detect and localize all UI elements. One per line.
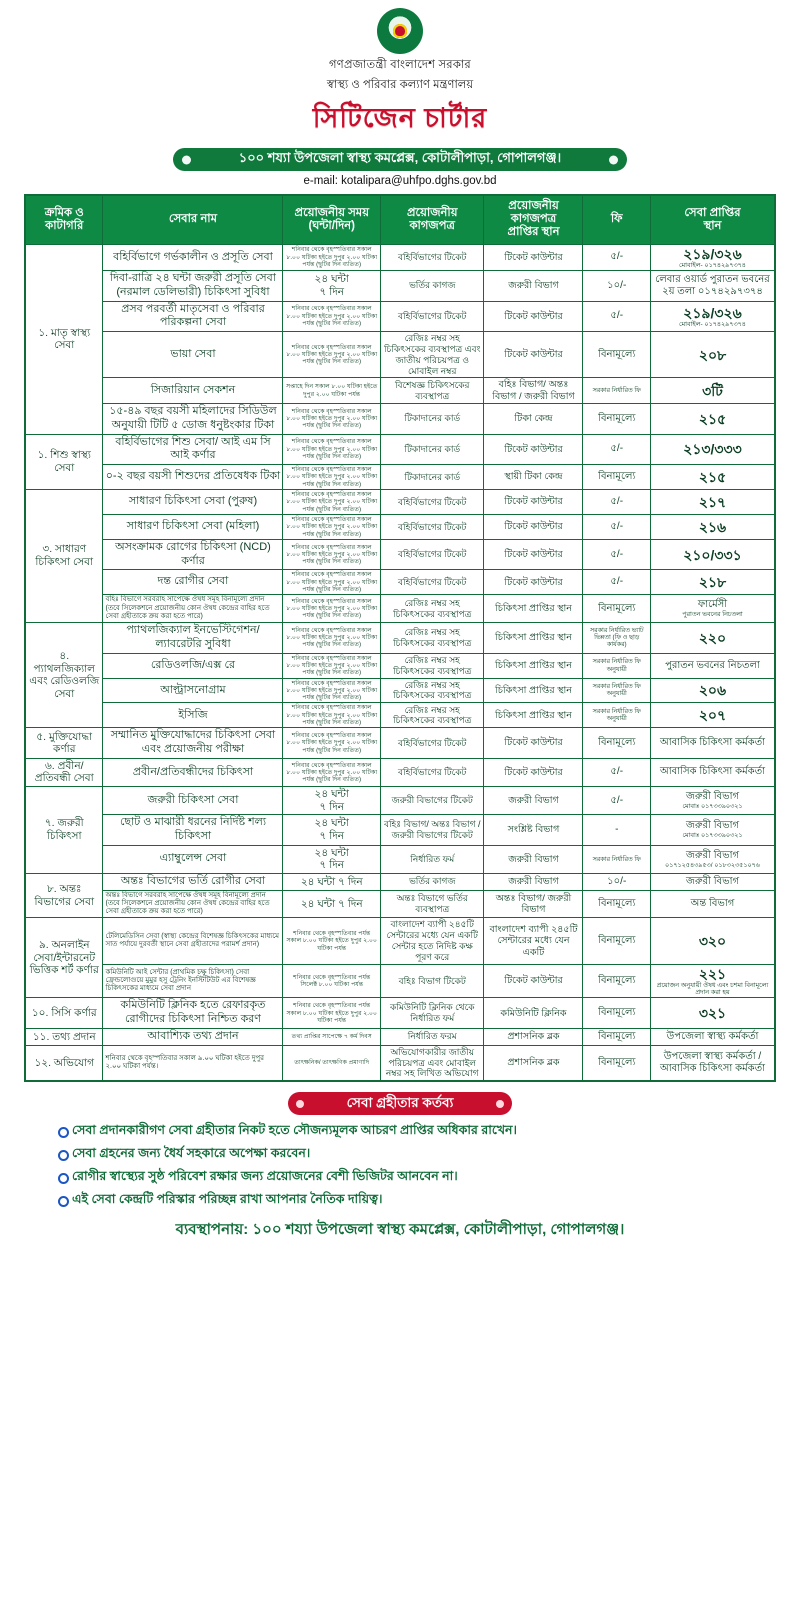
- cell-document-source: স্থায়ী টিকা কেন্দ্র: [484, 465, 583, 490]
- cell-required-documents: বহিঃ বিভাগ টিকেট: [380, 964, 484, 998]
- column-header-serial: ক্রমিক ও কাটাগরি: [25, 195, 103, 244]
- cell-service-location: ২১৫: [650, 465, 775, 490]
- cell-service-location: জরুরী বিভাগ মোবাঃ ০১৭৩৩৯০৩২১: [650, 787, 775, 815]
- cell-required-time: শনিবার থেকে বৃহস্পতিবার সকাল ৮.০০ ঘটিকা হইতে দুপুর ২.০০ ঘটিকা পর্যন্ত (ছুটির দিন ব্যতিত): [283, 434, 381, 465]
- cell-document-source: বাংলাদেশ ব্যাপী ২৪৫টি সেন্টারের মধ্যে যেন একটি: [484, 918, 583, 964]
- table-row: [25, 787, 775, 815]
- cell-fee: বিনামূল্যে: [583, 728, 651, 759]
- table-row: [25, 873, 775, 890]
- cell-required-documents: বহির্বিভাগের টিকেট: [380, 728, 484, 759]
- cell-required-time: শনিবার থেকে বৃহস্পতিবার সকাল ৮.০০ ঘটিকা হইতে দুপুর ২.০০ ঘটিকা পর্যন্ত (ছুটির দিন ব্যতিত): [283, 653, 381, 678]
- cell-document-source: টিকেট কাউন্টার: [484, 514, 583, 539]
- cell-document-source: প্রশাসনিক ব্লক: [484, 1045, 583, 1081]
- cell-category: ৭. জরুরী চিকিৎসা: [25, 787, 103, 874]
- cell-required-documents: রেজিঃ নম্বর সহ চিকিৎসকের ব্যবস্থাপত্র: [380, 678, 484, 703]
- cell-fee: বিনামূল্যে: [583, 332, 651, 378]
- cell-required-time: শনিবার থেকে বৃহস্পতিবার সকাল ৮.০০ ঘটিকা হইতে দুপুর ২.০০ ঘটিকা পর্যন্ত (ছুটির দিন ব্যতিত): [283, 301, 381, 332]
- cell-fee: সরকার নির্ধারিত ফি অনুযায়ী: [583, 678, 651, 703]
- cell-fee: ১০/-: [583, 271, 651, 302]
- cell-service-name: সাধারণ চিকিৎসা সেবা (পুরুষ): [103, 490, 283, 515]
- cell-required-documents: বহির্বিভাগের টিকেট: [380, 570, 484, 595]
- cell-service-location: জরুরী বিভাগ ০১৭১২৫৪৩৯৫৩/ ০১৮৩২৩৫১০৭৬: [650, 845, 775, 873]
- cell-required-time: তাৎক্ষনিক/ তাৎক্ষণিক প্রমাণাদি: [283, 1045, 381, 1081]
- cell-service-location: ৩২০: [650, 918, 775, 964]
- cell-service-location: অন্ত বিভাগ: [650, 890, 775, 918]
- cell-service-location: ২১৯/৩২৬ মোবাইল- ০১৭৪২৯৭৩৭৪: [650, 301, 775, 332]
- cell-service-name: সাধারণ চিকিৎসা সেবা (মহিলা): [103, 514, 283, 539]
- cell-category: ১০. সিসি কর্ণার: [25, 998, 103, 1029]
- bangladesh-government-emblem-icon: [377, 8, 423, 54]
- cell-category: ৪. প্যাথলজিক্যাল এবং রেডিওলজি সেবা: [25, 623, 103, 728]
- cell-document-source: জরুরী বিভাগ: [484, 845, 583, 873]
- cell-required-time: ২৪ ঘন্টা ৭ দিন: [283, 271, 381, 302]
- cell-document-source: প্রশাসনিক ব্লক: [484, 1028, 583, 1045]
- cell-document-source: জরুরী বিভাগ: [484, 271, 583, 302]
- cell-fee: বিনামূল্যে: [583, 404, 651, 435]
- duty-list-item: সেবা গ্রহনের জন্য ধৈর্য সহকারে অপেক্ষা করবেন।: [58, 1145, 800, 1165]
- cell-service-name: আবাশ্যিক তথ্য প্রদান: [103, 1028, 283, 1045]
- cell-fee: বিনামূল্যে: [583, 1028, 651, 1045]
- table-row: [25, 404, 775, 435]
- column-header-service-name: সেবার নাম: [103, 195, 283, 244]
- cell-fee: ৫/-: [583, 539, 651, 570]
- cell-fee: ৫/-: [583, 301, 651, 332]
- cell-service-location: ২০৬: [650, 678, 775, 703]
- table-row: [25, 539, 775, 570]
- cell-document-source: টিকেট কাউন্টার: [484, 301, 583, 332]
- cell-document-source: টিকেট কাউন্টার: [484, 758, 583, 786]
- cell-required-documents: রেজিঃ নম্বর সহ চিকিৎসকের ব্যবস্থাপত্র: [380, 623, 484, 654]
- cell-service-name: রেডিওলজি/এক্স রে: [103, 653, 283, 678]
- table-row: [25, 514, 775, 539]
- cell-fee: সরকার নির্ধারিত ফি অনুযায়ী: [583, 653, 651, 678]
- cell-service-name: বহির্বিভাগে গর্ভকালীন ও প্রসূতি সেবা: [103, 244, 283, 270]
- table-row: [25, 845, 775, 873]
- contact-email: e-mail: kotalipara@uhfpo.dghs.gov.bd: [303, 175, 497, 187]
- cell-service-name: বহিঃ বিভাগে সরবরাহ সাপেক্ষে ঔষধ সমূহ বিনামূল্যে প্রদান (তবে সিলেকশনে প্রয়োজনীয় কোন ঔষধ কেন্দ্রের বাহির হতে সেবা গ্রহীতাকে ক্রয় করা হতে পারে): [103, 595, 283, 623]
- table-row: [25, 434, 775, 465]
- cell-service-name: দিবা-রাত্রি ২৪ ঘন্টা জরুরী প্রসূতি সেবা (নরমাল ডেলিভারী) চিকিৎসা সুবিধা: [103, 271, 283, 302]
- table-row: [25, 244, 775, 270]
- cell-fee: বিনামূল্যে: [583, 1045, 651, 1081]
- cell-required-time: শনিবার থেকে বৃহস্পতিবার সকাল ৮.০০ ঘটিকা হইতে দুপুর ২.০০ ঘটিকা পর্যন্ত (ছুটির দিন ব্যতিত): [283, 244, 381, 270]
- table-row: [25, 728, 775, 759]
- cell-service-name: অন্তঃ বিভাগের ভর্তি রোগীর সেবা: [103, 873, 283, 890]
- cell-required-documents: বহির্বিভাগের টিকেট: [380, 539, 484, 570]
- duty-list: [0, 1122, 800, 1211]
- facility-banner: [173, 148, 627, 171]
- cell-required-documents: বহির্বিভাগের টিকেট: [380, 490, 484, 515]
- table-row: [25, 998, 775, 1029]
- cell-service-name: সিজারিয়ান সেকশন: [103, 378, 283, 404]
- cell-service-name: প্রসব পরবর্তী মাতৃসেবা ও পরিবার পরিকল্পনা সেবা: [103, 301, 283, 332]
- cell-fee: সরকার নির্ধারিত ফি অনুযায়ী: [583, 703, 651, 728]
- cell-document-source: টিকেট কাউন্টার: [484, 332, 583, 378]
- cell-required-time: শনিবার থেকে বৃহস্পতিবার সকাল ৮.০০ ঘটিকা হইতে দুপুর ২.০০ ঘটিকা পর্যন্ত (ছুটির দিন ব্যতিত): [283, 539, 381, 570]
- table-row: [25, 815, 775, 846]
- cell-required-time: তথ্য প্রাপ্তির সাপেক্ষে ৭ কর্ম দিবস: [283, 1028, 381, 1045]
- table-row: [25, 964, 775, 998]
- cell-service-name: ভায়া সেবা: [103, 332, 283, 378]
- cell-document-source: টিকেট কাউন্টার: [484, 539, 583, 570]
- cell-required-documents: রেজিঃ নম্বর সহ চিকিৎসকের ব্যবস্থাপত্র: [380, 703, 484, 728]
- cell-required-documents: বহির্বিভাগের টিকেট: [380, 244, 484, 270]
- ministry-name: স্বাস্থ্য ও পরিবার কল্যাণ মন্ত্রণালয়: [326, 79, 474, 91]
- table-row: [25, 378, 775, 404]
- cell-required-documents: অন্তঃ বিভাগে ভর্তির ব্যবস্থাপত্র: [380, 890, 484, 918]
- cell-category: ১১. তথ্য প্রদান: [25, 1028, 103, 1045]
- cell-document-source: সংশ্লিষ্ট বিভাগ: [484, 815, 583, 846]
- cell-document-source: জরুরী বিভাগ: [484, 787, 583, 815]
- cell-fee: বিনামূল্যে: [583, 918, 651, 964]
- cell-required-documents: টিকাদানের কার্ড: [380, 434, 484, 465]
- cell-fee: সরকার নির্ধারিত ফি: [583, 378, 651, 404]
- cell-service-location: ২২১ প্রয়োজন অনুযায়ী ঔষধ এবং চশমা বিনামূল্যে প্রদান করা হয়: [650, 964, 775, 998]
- cell-document-source: চিকিৎসা প্রাপ্তির স্থান: [484, 595, 583, 623]
- cell-required-documents: টিকাদানের কার্ড: [380, 404, 484, 435]
- cell-required-documents: জরুরী বিভাগের টিকেট: [380, 787, 484, 815]
- page-title: সিটিজেন চার্টার: [312, 103, 488, 133]
- cell-service-name: ১৫-৪৯ বছর বয়সী মহিলাদের সিডিউল অনুযায়ী টিটি ৫ ডোজ ধনুষ্টংকার টিকা: [103, 404, 283, 435]
- cell-document-source: জরুরী বিভাগ: [484, 873, 583, 890]
- cell-required-time: শনিবার থেকে বৃহস্পতিবার সকাল ৮.০০ ঘটিকা হইতে দুপুর ২.০০ ঘটিকা পর্যন্ত (ছুটির দিন ব্যতিত): [283, 595, 381, 623]
- cell-category: ৫. মুক্তিযোদ্ধা কর্ণার: [25, 728, 103, 759]
- cell-document-source: টিকেট কাউন্টার: [484, 490, 583, 515]
- cell-required-documents: অভিযোগকারীর জাতীয় পরিচয়পত্র এবং মোবাইল নম্বর সহ লিখিত অভিযোগ: [380, 1045, 484, 1081]
- cell-required-time: ২৪ ঘন্টা ৭ দিন: [283, 815, 381, 846]
- cell-required-time: শনিবার থেকে বৃহস্পতিবার সকাল ৮.০০ ঘটিকা হইতে দুপুর ২.০০ ঘটিকা পর্যন্ত (ছুটির দিন ব্যতিত): [283, 758, 381, 786]
- cell-service-name: কমিউনিটি আই সেন্টার (প্রাথমিক চক্ষু চিকিৎসা) সেবা ফ্রেন্ডলোগুয়ে মুমুর হসু ট্রেনিং ইনস্টিটিউট এর বিশেষজ্ঞ চিকিৎসকের মাধ্যমে সেবা প্রদান: [103, 964, 283, 998]
- cell-service-name: শনিবার থেকে বৃহস্পতিবার সকাল ৯.০০ ঘটিকা হইতে দুপুর ২.০০ ঘটিকা পর্যন্ত।: [103, 1045, 283, 1081]
- cell-required-documents: রেজিঃ নম্বর সহ চিকিৎসকের ব্যবস্থাপত্র: [380, 653, 484, 678]
- cell-required-time: শনিবার থেকে বৃহস্পতিবার পর্যন্ত সিলেক্ট ৮.০০ ঘটিকা পর্যন্ত: [283, 964, 381, 998]
- column-header-required-documents: প্রয়োজনীয় কাগজপত্র: [380, 195, 484, 244]
- cell-fee: বিনামূল্যে: [583, 465, 651, 490]
- cell-document-source: চিকিৎসা প্রাপ্তির স্থান: [484, 678, 583, 703]
- cell-service-name: ০-২ বছর বয়সী শিশুদের প্রতিষেধক টিকা: [103, 465, 283, 490]
- cell-required-time: শনিবার থেকে বৃহস্পতিবার সকাল ৮.০০ ঘটিকা হইতে দুপুর ২.০০ ঘটিকা পর্যন্ত (ছুটির দিন ব্যতিত): [283, 404, 381, 435]
- table-row: [25, 570, 775, 595]
- cell-document-source: টিকেট কাউন্টার: [484, 728, 583, 759]
- cell-document-source: টিকেট কাউন্টার: [484, 244, 583, 270]
- cell-service-name: প্রবীন/প্রতিবন্ধীদের চিকিৎসা: [103, 758, 283, 786]
- cell-service-location: ২২০: [650, 623, 775, 654]
- cell-service-name: অসংক্রামক রোগের চিকিৎসা (NCD) কর্ণার: [103, 539, 283, 570]
- cell-fee: ৫/-: [583, 570, 651, 595]
- cell-required-time: শনিবার থেকে বৃহস্পতিবার সকাল ৮.০০ ঘটিকা হইতে দুপুর ২.০০ ঘটিকা পর্যন্ত (ছুটির দিন ব্যতিত): [283, 623, 381, 654]
- cell-required-time: ২৪ ঘন্টা ৭ দিন: [283, 890, 381, 918]
- cell-required-documents: বহির্বিভাগের টিকেট: [380, 514, 484, 539]
- cell-fee: বিনামূল্যে: [583, 595, 651, 623]
- duty-list-item: রোগীর স্বাস্থ্যের সুষ্ঠ পরিবেশ রক্ষার জন্য প্রয়োজনের বেশী ভিজিটর আনবেন না।: [58, 1168, 800, 1188]
- cell-service-location: ২১৩/৩৩৩: [650, 434, 775, 465]
- cell-service-location: ২১৫: [650, 404, 775, 435]
- cell-category: ৯. অনলাইন সেবা/ইন্টারনেট ভিত্তিক শর্ট কর্ণার: [25, 918, 103, 998]
- column-header-required-time: প্রয়োজনীয় সময় (ঘন্টা/দিন): [283, 195, 381, 244]
- table-row: [25, 653, 775, 678]
- cell-required-documents: ভর্তির কাগজ: [380, 873, 484, 890]
- cell-service-location: ২১৬: [650, 514, 775, 539]
- cell-required-documents: বহির্বিভাগের টিকেট: [380, 758, 484, 786]
- cell-service-location: জরুরী বিভাগ: [650, 873, 775, 890]
- cell-fee: বিনামূল্যে: [583, 890, 651, 918]
- cell-required-documents: বহির্বিভাগের টিকেট: [380, 301, 484, 332]
- duty-section-badge: [288, 1092, 512, 1115]
- cell-fee: ৫/-: [583, 434, 651, 465]
- cell-category: ৩. সাধারণ চিকিৎসা সেবা: [25, 490, 103, 623]
- cell-service-name: টেলিমেডিসিন সেবা (স্বাস্থ্য কেন্দ্রের বিশেষজ্ঞ চিকিৎসকের মাধ্যমে সাত পর্যায়ে দুরবর্তী স্থানে সেবা গ্রহীতাদের পরামর্শ প্রদান): [103, 918, 283, 964]
- cell-document-source: চিকিৎসা প্রাপ্তির স্থান: [484, 623, 583, 654]
- table-row: [25, 890, 775, 918]
- table-row: [25, 1028, 775, 1045]
- cell-service-location: ৩২১: [650, 998, 775, 1029]
- table-row: [25, 465, 775, 490]
- cell-required-documents: বহিঃ বিভাগ/ অন্তঃ বিভাগ / জরুরী বিভাগের টিকেট: [380, 815, 484, 846]
- cell-fee: ৫/-: [583, 244, 651, 270]
- cell-fee: ৫/-: [583, 514, 651, 539]
- cell-service-name: ইসিজি: [103, 703, 283, 728]
- management-line: ব্যবস্থাপনায়: ১০০ শয্যা উপজেলা স্বাস্থ্য কমপ্লেক্স, কোটালীপাড়া, গোপালগঞ্জ।: [175, 1221, 625, 1239]
- table-row: [25, 271, 775, 302]
- table-row: [25, 595, 775, 623]
- cell-required-time: শনিবার থেকে বৃহস্পতিবার সকাল ৮.০০ ঘটিকা হইতে দুপুর ২.০০ ঘটিকা পর্যন্ত (ছুটির দিন ব্যতিত): [283, 703, 381, 728]
- cell-required-time: ২৪ ঘন্টা ৭ দিন: [283, 845, 381, 873]
- cell-required-documents: বিশেষজ্ঞ চিকিৎসকের ব্যবস্থাপত্র: [380, 378, 484, 404]
- cell-required-time: সপ্তাহে দিন সকাল ৮.০০ ঘটিকা হইতে দুপুর ২.০০ ঘটিকা পর্যন্ত: [283, 378, 381, 404]
- cell-service-name: সম্মানিত মুক্তিযোদ্ধাদের চিকিৎসা সেবা এবং প্রয়োজনীয় পরীক্ষা: [103, 728, 283, 759]
- cell-document-source: টিকেট কাউন্টার: [484, 434, 583, 465]
- column-header-document-source: প্রয়োজনীয় কাগজপত্র প্রাপ্তির স্থান: [484, 195, 583, 244]
- table-row: [25, 678, 775, 703]
- cell-category: ৬. প্রবীন/ প্রতিবন্ধী সেবা: [25, 758, 103, 786]
- table-row: [25, 490, 775, 515]
- cell-service-location: আবাসিক চিকিৎসা কর্মকর্তা: [650, 758, 775, 786]
- cell-service-location: ২১৮: [650, 570, 775, 595]
- cell-service-name: ছোট ও মাঝারী ধরনের নির্দিষ্ট শল্য চিকিৎসা: [103, 815, 283, 846]
- table-row: [25, 918, 775, 964]
- cell-required-time: শনিবার থেকে বৃহস্পতিবার সকাল ৮.০০ ঘটিকা হইতে দুপুর ২.০০ ঘটিকা পর্যন্ত (ছুটির দিন ব্যতিত): [283, 514, 381, 539]
- charter-table-body: [25, 244, 775, 1081]
- table-row: [25, 623, 775, 654]
- cell-service-name: জরুরী চিকিৎসা সেবা: [103, 787, 283, 815]
- cell-service-location: আবাসিক চিকিৎসা কর্মকর্তা: [650, 728, 775, 759]
- cell-fee: বিনামূল্যে: [583, 964, 651, 998]
- facility-banner-label: ১০০ শয্যা উপজেলা স্বাস্থ্য কমপ্লেক্স, কোটালীপাড়া, গোপালগঞ্জ।: [238, 150, 562, 165]
- cell-service-location: জরুরী বিভাগ মোবাঃ ০১৭৩৩৯০৩২১: [650, 815, 775, 846]
- duty-list-item: এই সেবা কেন্দ্রটি পরিস্কার পরিচ্ছন্ন রাখা আপনার নৈতিক দায়িত্ব।: [58, 1191, 800, 1211]
- document-header: [0, 0, 800, 187]
- cell-fee: ৫/-: [583, 490, 651, 515]
- column-header-service-location: সেবা প্রাপ্তির স্থান: [650, 195, 775, 244]
- cell-fee: সরকার নির্ধারিত ফি: [583, 845, 651, 873]
- cell-required-time: শনিবার থেকে বৃহস্পতিবার পর্যন্ত সকাল ৮.০০ ঘটিকা হইতে দুপুর ২.০০ ঘটিকা পর্যন্ত: [283, 918, 381, 964]
- cell-required-time: শনিবার থেকে বৃহস্পতিবার সকাল ৮.০০ ঘটিকা হইতে দুপুর ২.০০ ঘটিকা পর্যন্ত (ছুটির দিন ব্যতিত): [283, 332, 381, 378]
- cell-category: ১. শিশু স্বাস্থ্য সেবা: [25, 434, 103, 489]
- cell-required-documents: রেজিঃ নম্বর সহ চিকিৎসকের ব্যবস্থাপত্র এবং জাতীয় পরিচয়পত্র ও মোবাইল নম্বর: [380, 332, 484, 378]
- table-row: [25, 301, 775, 332]
- cell-required-documents: বাংলাদেশ ব্যাপী ২৪৫টি সেন্টারের মধ্যে যেন একটি সেন্টার হতে নিদিষ্ট কক্ষ পূরণ করে: [380, 918, 484, 964]
- cell-fee: সরকার নির্ধারিত ভ্যাট ভিন্নতা (ফি ও ছাড় কার্যকর): [583, 623, 651, 654]
- duty-section-label: সেবা গ্রহীতার কর্তব্য: [346, 1095, 454, 1111]
- cell-document-source: অন্তঃ বিভাগ/ জরুরী বিভাগ: [484, 890, 583, 918]
- table-row: [25, 1045, 775, 1081]
- cell-service-location: ফার্মেসী পুরাতন ভবনের নিচতলা: [650, 595, 775, 623]
- table-row: [25, 703, 775, 728]
- cell-service-name: কমিউনিটি ক্লিনিক হতে রেফারকৃত রোগীদের চিকিৎসা নিশ্চিত করণ: [103, 998, 283, 1029]
- cell-required-documents: নির্ধারিত ফর্ম: [380, 845, 484, 873]
- cell-document-source: চিকিৎসা প্রাপ্তির স্থান: [484, 653, 583, 678]
- table-header-row: [25, 195, 775, 244]
- cell-required-documents: রেজিঃ নম্বর সহ চিকিৎসকের ব্যবস্থাপত্র: [380, 595, 484, 623]
- cell-required-time: শনিবার থেকে বৃহস্পতিবার পর্যন্ত সকাল ৮.০০ ঘটিকা হইতে দুপুর ২.০০ ঘটিকা পর্যন্ত: [283, 998, 381, 1029]
- cell-required-time: শনিবার থেকে বৃহস্পতিবার সকাল ৮.০০ ঘটিকা হইতে দুপুর ২.০০ ঘটিকা পর্যন্ত (ছুটির দিন ব্যতিত): [283, 678, 381, 703]
- cell-document-source: বহিঃ বিভাগ/ অন্তঃ বিভাগ / জরুরী বিভাগ: [484, 378, 583, 404]
- cell-service-location: উপজেলা স্বাস্থ্য কর্মকর্তা / আবাসিক চিকিৎসা কর্মকর্তা: [650, 1045, 775, 1081]
- cell-fee: ১০/-: [583, 873, 651, 890]
- cell-service-location: উপজেলা স্বাস্থ্য কর্মকর্তা: [650, 1028, 775, 1045]
- cell-document-source: টিকেট কাউন্টার: [484, 570, 583, 595]
- column-header-fee: ফি: [583, 195, 651, 244]
- cell-required-documents: ভর্তির কাগজ: [380, 271, 484, 302]
- cell-document-source: টিকা কেন্দ্র: [484, 404, 583, 435]
- cell-service-location: পুরাতন ভবনের নিচতলা: [650, 653, 775, 678]
- cell-service-location: লেবার ওয়ার্ড পুরাতন ভবনের ২য় তলা ০১৭৪২৯৭৩৭৪: [650, 271, 775, 302]
- cell-fee: ৫/-: [583, 758, 651, 786]
- cell-service-location: ২১৭: [650, 490, 775, 515]
- cell-service-location: ২১৯/৩২৬ মোবাইল- ০১৭৪২৯৭৩৭৪: [650, 244, 775, 270]
- duty-list-item: সেবা প্রদানকারীগণ সেবা গ্রহীতার নিকট হতে সৌজন্যমূলক আচরণ প্রাপ্তির অধিকার রাখেন।: [58, 1122, 800, 1142]
- cell-service-name: এ্যাম্বুলেন্স সেবা: [103, 845, 283, 873]
- cell-category: ১২. অভিযোগ: [25, 1045, 103, 1081]
- cell-service-location: ৩টি: [650, 378, 775, 404]
- cell-required-documents: কমিউনিটি ক্লিনিক থেকে নির্ধারিত ফর্ম: [380, 998, 484, 1029]
- cell-category: ৮. অন্তঃ বিভাগের সেবা: [25, 873, 103, 918]
- cell-required-documents: নির্ধারিত ফরম: [380, 1028, 484, 1045]
- cell-required-time: ২৪ ঘন্টা ৭ দিন: [283, 873, 381, 890]
- cell-required-time: শনিবার থেকে বৃহস্পতিবার সকাল ৮.০০ ঘটিকা হইতে দুপুর ২.০০ ঘটিকা পর্যন্ত (ছুটির দিন ব্যতিত): [283, 570, 381, 595]
- cell-required-time: শনিবার থেকে বৃহস্পতিবার সকাল ৮.০০ ঘটিকা হইতে দুপুর ২.০০ ঘটিকা পর্যন্ত (ছুটির দিন ব্যতিত): [283, 465, 381, 490]
- cell-fee: বিনামূল্যে: [583, 998, 651, 1029]
- cell-required-time: শনিবার থেকে বৃহস্পতিবার সকাল ৮.০০ ঘটিকা হইতে দুপুর ২.০০ ঘটিকা পর্যন্ত (ছুটির দিন ব্যতিত): [283, 490, 381, 515]
- cell-document-source: টিকেট কাউন্টার: [484, 964, 583, 998]
- charter-table: [24, 194, 776, 1082]
- cell-fee: -: [583, 815, 651, 846]
- table-row: [25, 332, 775, 378]
- government-name: গণপ্রজাতন্ত্রী বাংলাদেশ সরকার: [329, 59, 471, 71]
- cell-required-time: শনিবার থেকে বৃহস্পতিবার সকাল ৮.০০ ঘটিকা হইতে দুপুর ২.০০ ঘটিকা পর্যন্ত (ছুটির দিন ব্যতিত): [283, 728, 381, 759]
- cell-service-location: ২১০/৩৩১: [650, 539, 775, 570]
- cell-service-name: অন্তঃ বিভাগে সরবরাহ সাপেক্ষে ঔষধ সমূহ বিনামূল্যে প্রদান (তবে সিলেকশনে প্রয়োজনীয় কোন ঔষধ কেন্দ্রের বাহির হতে সেবা গ্রহীতাকে ক্রয় করা হতে পারে): [103, 890, 283, 918]
- cell-service-name: প্যাথলজিক্যাল ইনভেস্টিগেশন/ ল্যাবরেটরি সুবিধা: [103, 623, 283, 654]
- cell-service-name: আল্ট্রাসনোগ্রাম: [103, 678, 283, 703]
- cell-document-source: চিকিৎসা প্রাপ্তির স্থান: [484, 703, 583, 728]
- cell-document-source: কমিউনিটি ক্লিনিক: [484, 998, 583, 1029]
- cell-category: ১. মাতৃ স্বাস্থ্য সেবা: [25, 244, 103, 434]
- cell-service-name: বহির্বিভাগের শিশু সেবা/ আই এম সি আই কর্ণার: [103, 434, 283, 465]
- table-row: [25, 758, 775, 786]
- cell-required-time: ২৪ ঘন্টা ৭ দিন: [283, 787, 381, 815]
- cell-service-name: দন্ত রোগীর সেবা: [103, 570, 283, 595]
- charter-table-wrapper: [24, 194, 776, 1082]
- cell-required-documents: টিকাদানের কার্ড: [380, 465, 484, 490]
- cell-fee: ৫/-: [583, 787, 651, 815]
- cell-service-location: ২০৮: [650, 332, 775, 378]
- cell-service-location: ২০৭: [650, 703, 775, 728]
